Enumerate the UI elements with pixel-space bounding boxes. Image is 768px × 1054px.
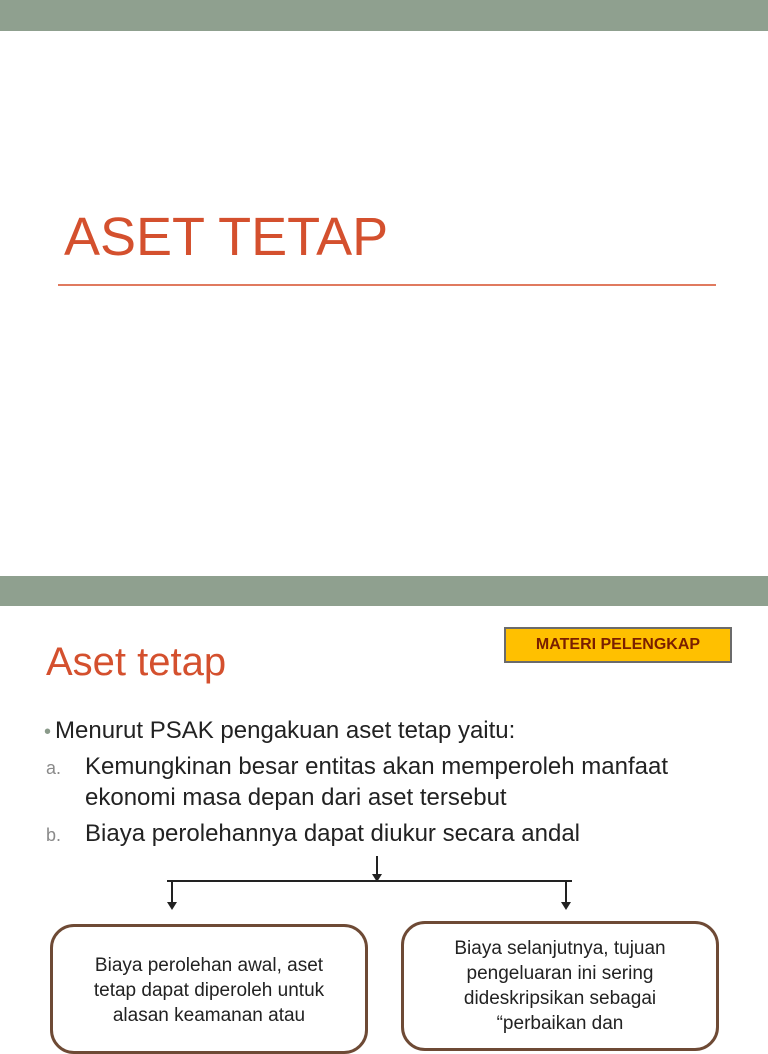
initial-cost-box: Biaya perolehan awal, aset tetap dapat diperoleh untuk alasan keamanan atau [50, 924, 368, 1054]
section-title: Aset tetap [46, 640, 227, 684]
list-text-a: Kemungkinan besar entitas akan memperoleh manfaat ekonomi masa depan dari aset tersebut [85, 753, 669, 811]
materi-pelengkap-badge: MATERI PELENGKAP [504, 627, 732, 663]
arrow-down-icon [561, 902, 571, 910]
title-underline [58, 284, 716, 286]
list-marker-a: a. [46, 758, 62, 778]
bullet-text: Menurut PSAK pengakuan aset tetap yaitu: [55, 717, 516, 744]
bullet-intro [44, 717, 515, 746]
slide-title: ASET TETAP [64, 207, 389, 267]
list-text-b: Biaya perolehannya dapat diukur secara andal [85, 820, 581, 847]
arrow-down-icon [372, 874, 382, 882]
top-band [0, 0, 768, 31]
arrow-down-icon [167, 902, 177, 910]
subsequent-cost-box: Biaya selanjutnya, tujuan pengeluaran ini sering dideskripsikan sebagai “perbaikan dan [401, 921, 719, 1051]
slide-divider-band [0, 576, 768, 606]
list-marker-b: b. [46, 825, 62, 845]
bullet-dot-icon: • [44, 721, 52, 743]
